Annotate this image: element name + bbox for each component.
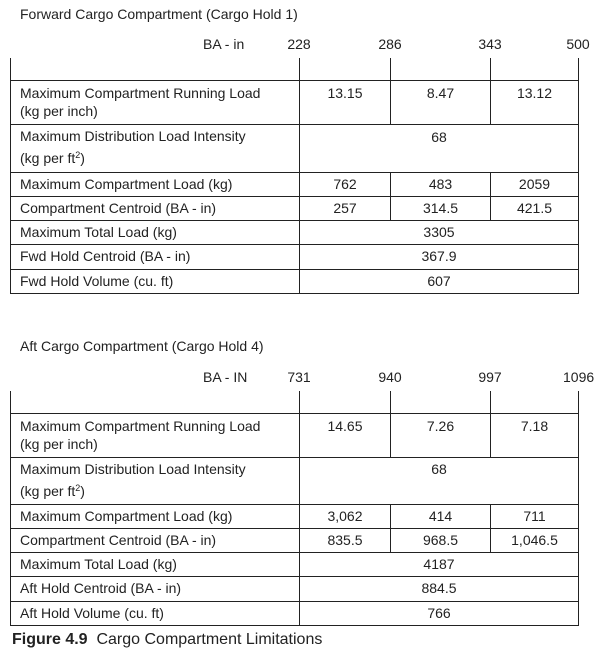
figure-number: Figure 4.9 <box>12 631 88 648</box>
row-label-text: (kg per ft <box>20 483 76 499</box>
row-label-text: (kg per ft <box>20 150 76 166</box>
table-rule <box>10 220 579 221</box>
table-rule <box>10 58 11 294</box>
table-cell: 421.5 <box>516 200 553 216</box>
forward-ba-tick: 228 <box>287 36 311 52</box>
figure-caption-text: Cargo Compartment Limitations <box>96 631 323 648</box>
table-cell-span: 68 <box>431 129 447 145</box>
table-cell: 13.15 <box>327 85 363 101</box>
table-cell: 1,046.5 <box>511 532 558 548</box>
table-cell-span: 367.9 <box>421 248 457 264</box>
table-cell: 314.5 <box>422 200 459 216</box>
table-cell-span: 607 <box>427 273 451 289</box>
forward-ba-tick: 343 <box>478 36 502 52</box>
table-rule <box>578 58 579 294</box>
row-label-line: (kg per inch) <box>20 436 98 452</box>
row-label-line: (kg per inch) <box>20 103 98 119</box>
row-label: Maximum Compartment Load (kg) <box>20 508 233 524</box>
row-label: Compartment Centroid (BA - in) <box>20 532 217 548</box>
superscript: 2 <box>75 150 81 160</box>
row-label-text: ) <box>80 150 85 166</box>
forward-ba-tick: 500 <box>566 36 590 52</box>
table-rule <box>10 576 579 577</box>
row-label-line <box>20 482 246 500</box>
table-cell: 835.5 <box>327 532 363 548</box>
table-rule <box>10 601 579 602</box>
table-cell-span: 766 <box>427 605 451 621</box>
table-rule <box>578 391 579 626</box>
table-cell: 8.47 <box>426 85 455 101</box>
figure-caption <box>12 631 322 649</box>
table-rule <box>10 124 579 125</box>
table-cell: 3,062 <box>327 508 363 524</box>
row-label: Fwd Hold Centroid (BA - in) <box>20 248 191 264</box>
table-cell: 14.65 <box>327 418 363 434</box>
row-label-line: Maximum Compartment Running Load <box>20 85 261 101</box>
table-cell: 7.18 <box>520 418 549 434</box>
table-rule <box>10 528 579 529</box>
row-label-line <box>20 149 246 167</box>
table-rule <box>10 172 579 173</box>
row-label-line: Maximum Distribution Load Intensity <box>20 128 246 144</box>
table-cell-span: 884.5 <box>421 580 457 596</box>
table-rule <box>10 244 579 245</box>
row-label: Compartment Centroid (BA - in) <box>20 200 217 216</box>
row-label <box>20 127 246 167</box>
table-rule <box>10 552 579 553</box>
row-label: Maximum Total Load (kg) <box>20 224 177 240</box>
row-label: Maximum Total Load (kg) <box>20 556 177 572</box>
row-label <box>20 84 260 120</box>
row-label-line: Maximum Distribution Load Intensity <box>20 461 246 477</box>
aft-section-title: Aft Cargo Compartment (Cargo Hold 4) <box>20 338 264 354</box>
row-label-text: ) <box>80 483 85 499</box>
table-cell: 483 <box>428 176 453 192</box>
aft-ba-tick: 940 <box>378 369 402 385</box>
table-rule <box>10 269 579 270</box>
table-cell-span: 68 <box>431 461 447 477</box>
aft-ba-tick: 997 <box>478 369 502 385</box>
table-rule <box>10 293 579 294</box>
table-cell: 2059 <box>518 176 551 192</box>
table-cell: 968.5 <box>422 532 459 548</box>
row-label-line: Maximum Compartment Running Load <box>20 418 261 434</box>
row-label <box>20 460 246 500</box>
forward-ba-tick: 286 <box>378 36 402 52</box>
row-label: Fwd Hold Volume (cu. ft) <box>20 273 174 289</box>
table-cell: 762 <box>333 176 357 192</box>
forward-ba-axis-label: BA - in <box>203 36 245 52</box>
table-cell-span: 4187 <box>423 556 455 572</box>
table-cell: 711 <box>523 508 546 524</box>
forward-section-title: Forward Cargo Compartment (Cargo Hold 1) <box>20 6 298 22</box>
row-label <box>20 417 260 453</box>
table-rule <box>10 80 579 81</box>
row-label: Aft Hold Volume (cu. ft) <box>20 605 164 621</box>
table-cell: 7.26 <box>426 418 455 434</box>
superscript: 2 <box>75 483 81 493</box>
table-rule <box>10 457 579 458</box>
aft-ba-tick: 1096 <box>563 369 595 385</box>
table-cell-span: 3305 <box>423 224 455 240</box>
table-cell: 257 <box>333 200 357 216</box>
table-cell: 13.12 <box>516 85 553 101</box>
table-cell: 414 <box>428 508 453 524</box>
table-rule <box>10 391 11 626</box>
table-rule <box>10 625 579 626</box>
table-rule <box>10 196 579 197</box>
row-label: Maximum Compartment Load (kg) <box>20 176 233 192</box>
row-label: Aft Hold Centroid (BA - in) <box>20 580 182 596</box>
table-rule <box>10 504 579 505</box>
aft-ba-tick: 731 <box>287 369 311 385</box>
aft-ba-axis-label: BA - IN <box>203 369 248 385</box>
table-rule <box>10 413 579 414</box>
